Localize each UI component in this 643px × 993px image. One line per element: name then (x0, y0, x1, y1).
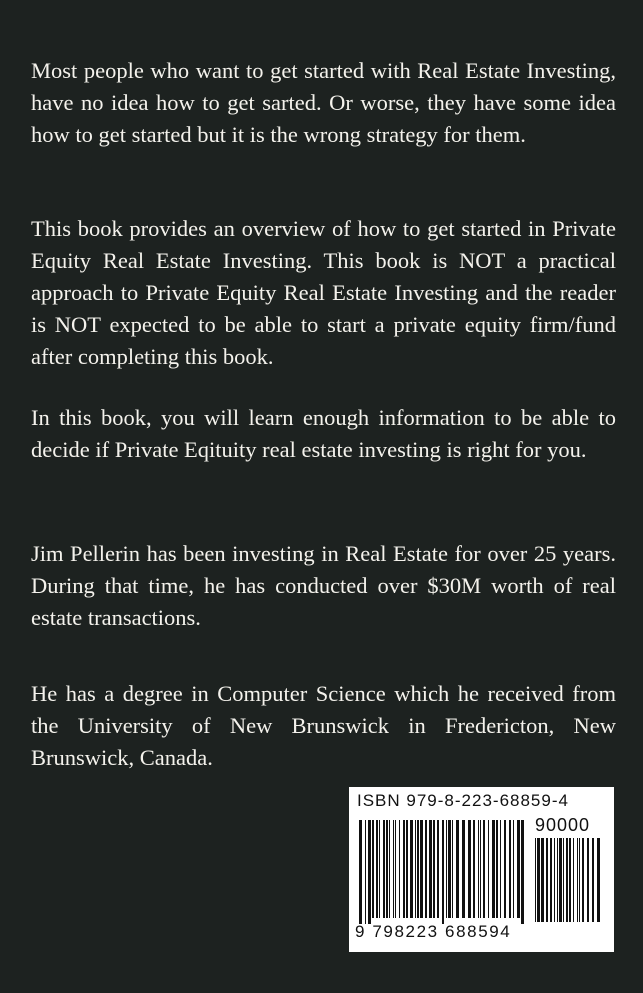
barcode-bar (452, 820, 453, 918)
barcode-bar (376, 820, 378, 918)
barcode-bar (410, 820, 413, 918)
barcode-bar (383, 820, 385, 918)
barcode-bar (429, 820, 432, 918)
isbn-barcode-box (349, 787, 614, 952)
barcode-bar (517, 820, 520, 918)
barcode-bar (557, 838, 558, 922)
barcode-bar (386, 820, 388, 918)
barcode-bar (597, 838, 600, 922)
barcode-bar (573, 838, 574, 922)
barcode-bar (509, 820, 511, 918)
barcode-bar (513, 820, 514, 918)
barcode-bar (448, 820, 451, 918)
barcode-bar (368, 820, 371, 924)
barcode-bar (420, 820, 423, 918)
isbn-barcode-bars (359, 820, 527, 924)
barcode-bar (592, 838, 594, 922)
barcode-digits: 9 798223 688594 (355, 922, 512, 941)
barcode-bar (566, 838, 568, 922)
barcode-bar (582, 838, 584, 922)
barcode-bar (389, 820, 390, 918)
barcode-bar (399, 820, 400, 918)
barcode-bar (546, 838, 548, 922)
barcode-bar (393, 820, 394, 918)
price-addon-bars (535, 838, 605, 924)
barcode-bar (500, 820, 501, 918)
barcode-bar (478, 820, 479, 918)
barcode-bar (496, 820, 498, 918)
barcode-bar (535, 838, 536, 922)
barcode-bar (395, 820, 396, 918)
barcode-bar (587, 838, 589, 922)
barcode-bar (563, 838, 564, 922)
barcode-bar (379, 820, 380, 918)
barcode-bar (504, 820, 506, 918)
barcode-bar (365, 820, 366, 924)
barcode-bar (492, 820, 495, 918)
barcode-bar (372, 820, 374, 918)
barcode-bar (554, 838, 555, 922)
barcode-bar (359, 820, 362, 924)
author-bio-paragraph: Jim Pellerin has been investing in Real Estate for over 25 years. During that time, he has conducted over $30M worth of real estate transactions. (31, 541, 616, 630)
barcode-bar (433, 820, 435, 918)
barcode-bar (446, 820, 447, 918)
barcode-bar (480, 820, 481, 918)
barcode-bar (550, 838, 552, 922)
barcode-bar (473, 820, 475, 918)
barcode-bar (483, 820, 485, 918)
author-education-paragraph: He has a degree in Computer Science which he received from the University of New Brunswick in Fredericton, New Brunswick, Canada. (31, 681, 616, 770)
barcode-bar (468, 820, 471, 918)
barcode-bar (559, 838, 562, 922)
barcode-bar (541, 838, 544, 922)
barcode-bar (488, 820, 489, 918)
barcode-bar (425, 820, 427, 918)
barcode-bar (579, 838, 580, 922)
barcode-bar (569, 838, 571, 922)
barcode-bar (437, 820, 439, 918)
barcode-bar (415, 820, 416, 918)
blurb-paragraph-intro: Most people who want to get started with Real Estate Investing, have no idea how to get sarted. Or worse, they have some idea how to get started but it is the wrong strategy for them. (31, 58, 616, 147)
barcode-bar (417, 820, 419, 918)
barcode-bar (537, 838, 540, 922)
blurb-paragraph-overview: This book provides an overview of how to get started in Private Equity Real Estate Investing. This book is NOT a practical approach to Private Equity Real Estate Investing and the reader is NOT expected to be able to start a private equity firm/fund after completing this book. (31, 216, 616, 369)
barcode-bar (442, 820, 444, 924)
isbn-label: ISBN 979-8-223-68859-4 (357, 791, 569, 810)
barcode-bar (462, 820, 465, 918)
barcode-bar (456, 820, 459, 918)
barcode-price-code: 90000 (535, 815, 591, 835)
barcode-bar (521, 820, 524, 924)
barcode-bar (406, 820, 408, 918)
blurb-paragraph-learning: In this book, you will learn enough information to be able to decide if Private Eqituity real estate investing is right for you. (31, 405, 616, 462)
barcode-bar (577, 838, 578, 922)
barcode-bar (403, 820, 405, 918)
